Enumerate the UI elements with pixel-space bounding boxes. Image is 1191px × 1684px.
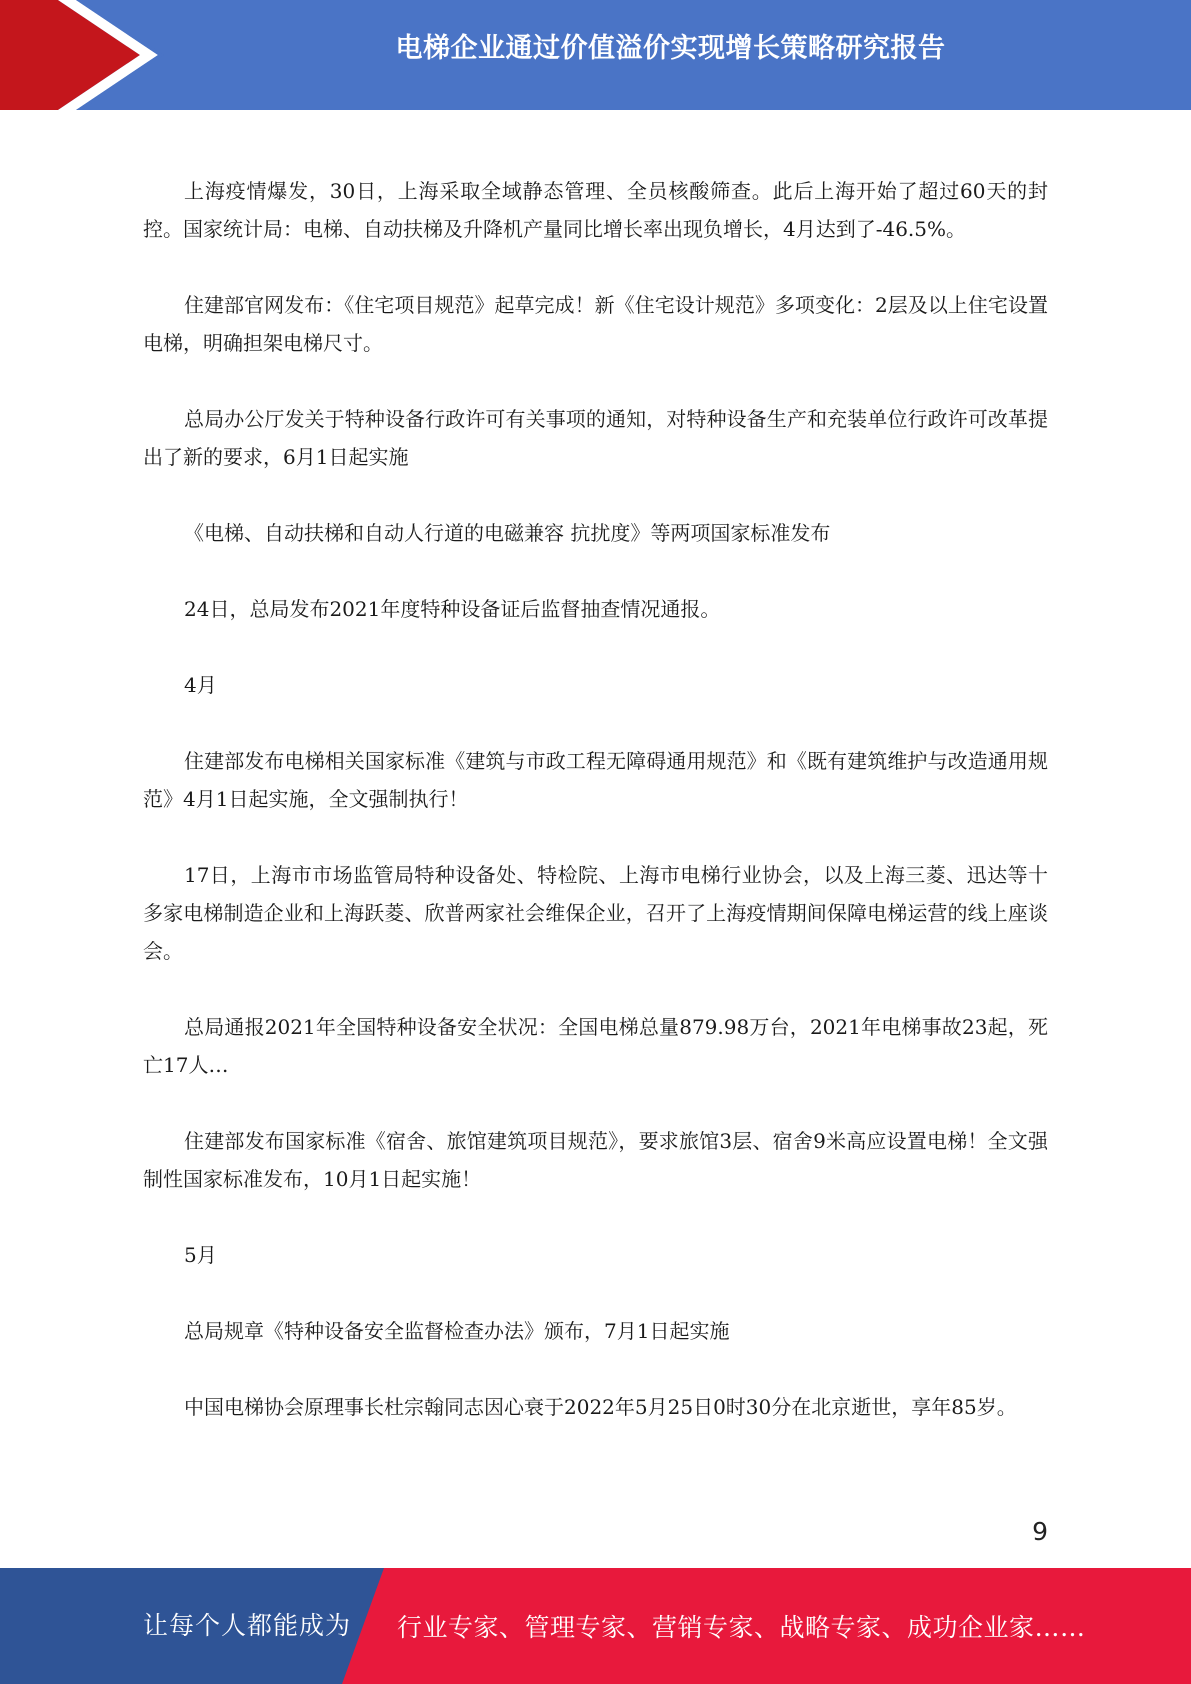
footer-slogan-right: 行业专家、管理专家、营销专家、战略专家、成功企业家…… <box>397 1613 1086 1642</box>
document-body <box>143 172 1048 1464</box>
paragraph-inspection-rules: 总局规章《特种设备安全监督检查办法》颁布，7月1日起实施 <box>184 1319 730 1343</box>
report-title: 电梯企业通过价值溢价实现增长策略研究报告 <box>395 33 946 64</box>
month-heading-may: 5月 <box>184 1243 217 1267</box>
month-heading-april: 4月 <box>184 673 217 697</box>
paragraph-obituary: 中国电梯协会原理事长杜宗翰同志因心衰于2022年5月25日0时30分在北京逝世，享年85岁。 <box>184 1395 1017 1419</box>
page-footer <box>0 1568 1191 1684</box>
page-number: 9 <box>1032 1517 1048 1546</box>
paragraph-safety-status: 总局通报2021年全国特种设备安全状况：全国电梯总量879.98万台，2021年电梯事故23起，死亡17人… <box>143 1015 1048 1077</box>
paragraph-inspection-report: 24日，总局发布2021年度特种设备证后监督抽查情况通报。 <box>184 597 721 621</box>
page-header <box>0 0 1191 110</box>
paragraph-dormitory-code: 住建部发布国家标准《宿舍、旅馆建筑项目规范》，要求旅馆3层、宿舍9米高应设置电梯！全文强制性国家标准发布，10月1日起实施！ <box>143 1129 1048 1191</box>
paragraph-shanghai-lockdown: 上海疫情爆发，30日，上海采取全域静态管理、全员核酸筛查。此后上海开始了超过60天的封控。国家统计局：电梯、自动扶梯及升降机产量同比增长率出现负增长，4月达到了-46.5%。 <box>143 179 1048 241</box>
paragraph-housing-code: 住建部官网发布：《住宅项目规范》起草完成！新《住宅设计规范》多项变化：2层及以上住宅设置电梯，明确担架电梯尺寸。 <box>143 293 1048 355</box>
paragraph-accessibility-code: 住建部发布电梯相关国家标准《建筑与市政工程无障碍通用规范》和《既有建筑维护与改造通用规范》4月1日起实施，全文强制执行！ <box>143 749 1048 811</box>
footer-slogan-left: 让每个人都能成为 <box>143 1611 352 1640</box>
paragraph-license-notice: 总局办公厅发关于特种设备行政许可有关事项的通知，对特种设备生产和充装单位行政许可改革提出了新的要求，6月1日起实施 <box>143 407 1048 469</box>
paragraph-emc-standard: 《电梯、自动扶梯和自动人行道的电磁兼容 抗扰度》等两项国家标准发布 <box>184 521 831 545</box>
paragraph-shanghai-meeting: 17日，上海市市场监管局特种设备处、特检院、上海市电梯行业协会，以及上海三菱、迅达等十多家电梯制造企业和上海跃菱、欣普两家社会维保企业，召开了上海疫情期间保障电梯运营的线上座谈会。 <box>143 863 1048 963</box>
